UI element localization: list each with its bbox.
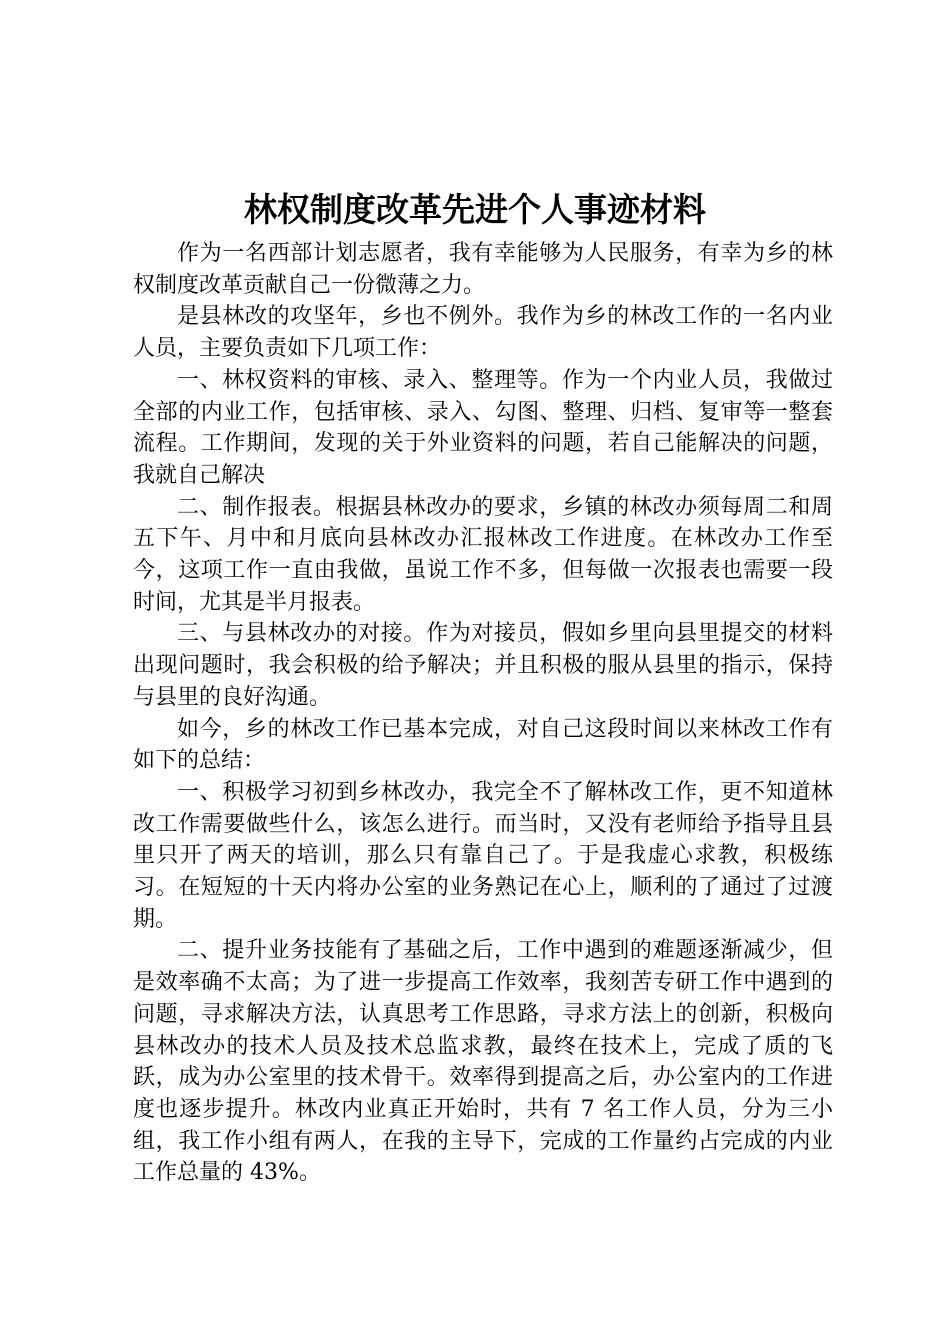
paragraph-summary-1: 一、积极学习初到乡林改办，我完全不了解林改工作，更不知道林改工作需要做些什么，该怎么进行。而当时，又没有老师给予指导且县里只开了两天的培训，那么只有靠自己了。于是我虚心求教，积极练习。在短短的十天内将办公室的业务熟记在心上，顺利的了通过了过渡期。 — [133, 779, 833, 932]
paragraph-intro: 作为一名西部计划志愿者，我有幸能够为人民服务，有幸为乡的林权制度改革贡献自己一份微薄之力。 — [133, 241, 833, 298]
paragraph-duty-1: 一、林权资料的审核、录入、整理等。作为一个内业人员，我做过全部的内业工作，包括审核、录入、勾图、整理、归档、复审等一整套流程。工作期间，发现的关于外业资料的问题，若自己能解决的问题，我就自己解决 — [133, 367, 833, 488]
document-body — [133, 238, 833, 1189]
paragraph-duty-2: 二、制作报表。根据县林改办的要求，乡镇的林改办须每周二和周五下午、月中和月底向县林改办汇报林改工作进度。在林改办工作至今，这项工作一直由我做，虽说工作不多，但每做一次报表也需要一段时间，尤其是半月报表。 — [133, 494, 833, 615]
paragraph-duties-intro: 是县林改的攻坚年，乡也不例外。我作为乡的林改工作的一名内业人员，主要负责如下几项工作： — [133, 304, 833, 362]
document-title: 林权制度改革先进个人事迹材料 — [244, 190, 706, 229]
paragraph-duty-3: 三、与县林改办的对接。作为对接员，假如乡里向县里提交的材料出现问题时，我会积极的给予解决；并且积极的服从县里的指示，保持与县里的良好沟通。 — [133, 621, 833, 710]
paragraph-summary-intro: 如今，乡的林改工作已基本完成，对自己这段时间以来林改工作有如下的总结： — [133, 716, 833, 774]
paragraph-summary-2: 二、提升业务技能有了基础之后，工作中遇到的难题逐渐减少，但是效率确不太高；为了进一步提高工作效率，我刻苦专研工作中遇到的问题，寻求解决方法，认真思考工作思路，寻求方法上的创新，积极向县林改办的技术人员及技术总监求教，最终在技术上，完成了质的飞跃，成为办公室里的技术骨干。效率得到提高之后，办公室内的工作进度也逐步提升。林改内业真正开始时，共有 7 名工作人员，分为三小组，我工作小组有两人，在我的主导下，完成的工作量约占完成的内业工作总量的 43%。 — [133, 938, 833, 1186]
